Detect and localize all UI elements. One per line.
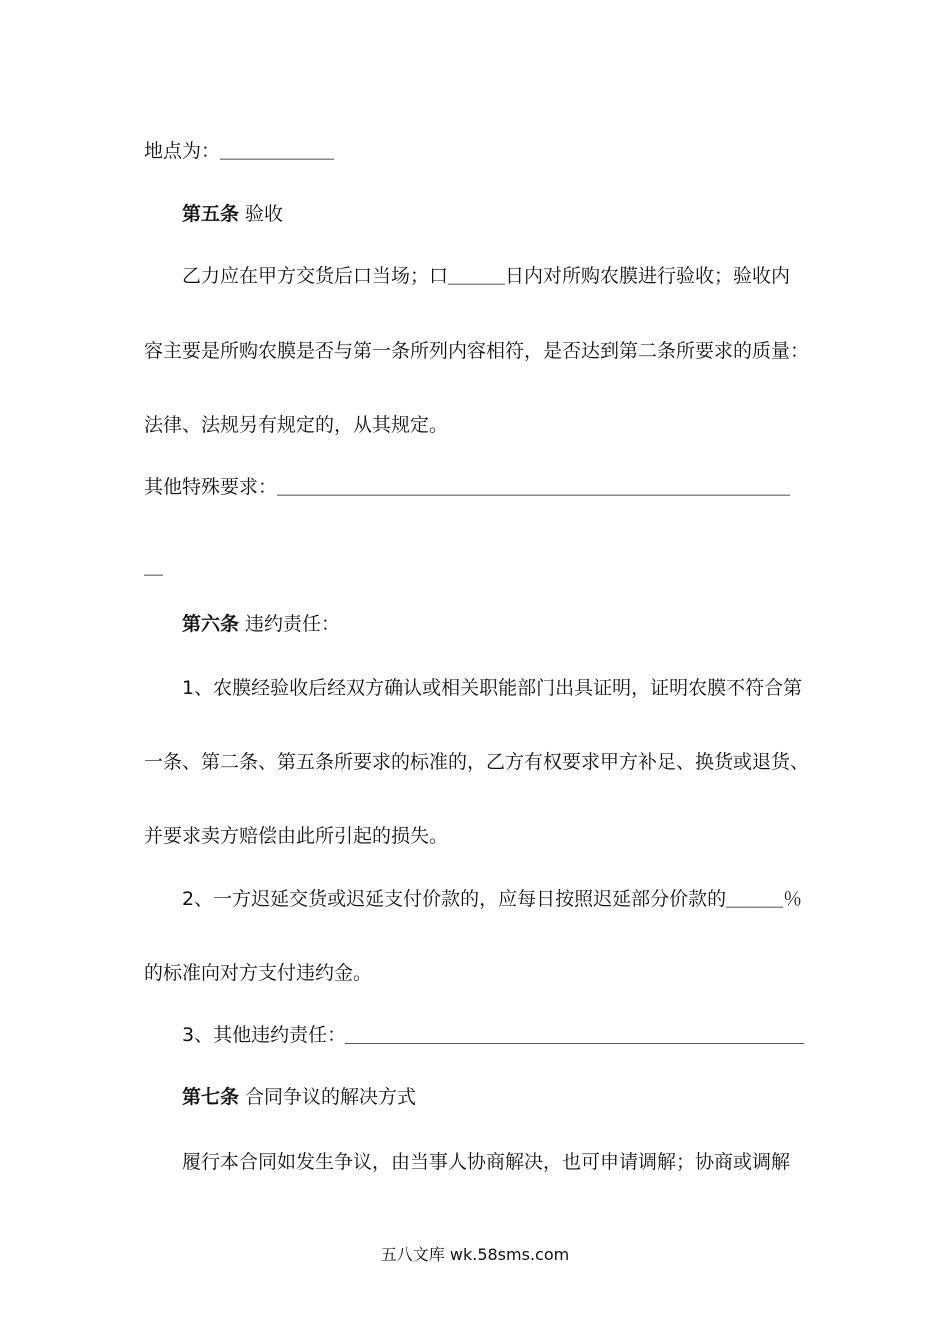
footer-watermark: 五八文库 wk.58sms.com <box>380 1245 570 1264</box>
article-6-item-1-line-3: 并要求卖方赔偿由此所引起的损失。 <box>144 825 449 847</box>
other-liability-blank-line <box>345 1043 804 1044</box>
article-5-number: 第五条 <box>182 203 240 225</box>
article-5-title: 验收 <box>239 203 284 225</box>
article-6-heading-row <box>182 611 340 637</box>
article-6-item-3: 3、其他违约责任： <box>182 1024 347 1046</box>
special-requirements-continuation: ＿ <box>144 556 164 578</box>
article-6-item-2-line-1: 2、一方迟延交货或迟延支付价款的，应每日按照迟延部分价款的＿＿＿％ <box>182 888 803 910</box>
special-requirements-line: 其他特殊要求：＿＿＿＿＿＿＿＿＿＿＿＿＿＿＿＿＿＿＿＿＿＿＿＿＿＿＿ <box>144 476 791 498</box>
article-6-item-2-line-2: 的标准向对方支付违约金。 <box>144 962 373 984</box>
article-6-number: 第六条 <box>182 613 240 635</box>
article-6-item-1-line-2: 一条、第二条、第五条所要求的标准的，乙方有权要求甲方补足、换货或退货、 <box>144 751 810 773</box>
article-6-title: 违约责任： <box>239 613 341 635</box>
article-7-number: 第七条 <box>182 1086 240 1108</box>
article-5-paragraph-line-3: 法律、法规另有规定的，从其规定。 <box>144 414 449 436</box>
article-5-paragraph-line-1: 乙力应在甲方交货后口当场；口＿＿＿日内对所购农膜进行验收；验收内 <box>182 265 791 287</box>
article-6-item-1-line-1: 1、农膜经验收后经双方确认或相关职能部门出具证明，证明农膜不符合第 <box>182 677 803 699</box>
article-7-paragraph-line-1: 履行本合同如发生争议，由当事人协商解决，也可申请调解；协商或调解 <box>182 1151 791 1173</box>
article-7-heading-row <box>182 1084 416 1110</box>
article-7-title: 合同争议的解决方式 <box>239 1086 417 1108</box>
article-5-heading-row <box>182 201 283 227</box>
location-line: 地点为：＿＿＿＿＿＿ <box>144 140 335 162</box>
article-5-paragraph-line-2: 容主要是所购农膜是否与第一条所列内容相符，是否达到第二条所要求的质量： <box>144 340 810 362</box>
